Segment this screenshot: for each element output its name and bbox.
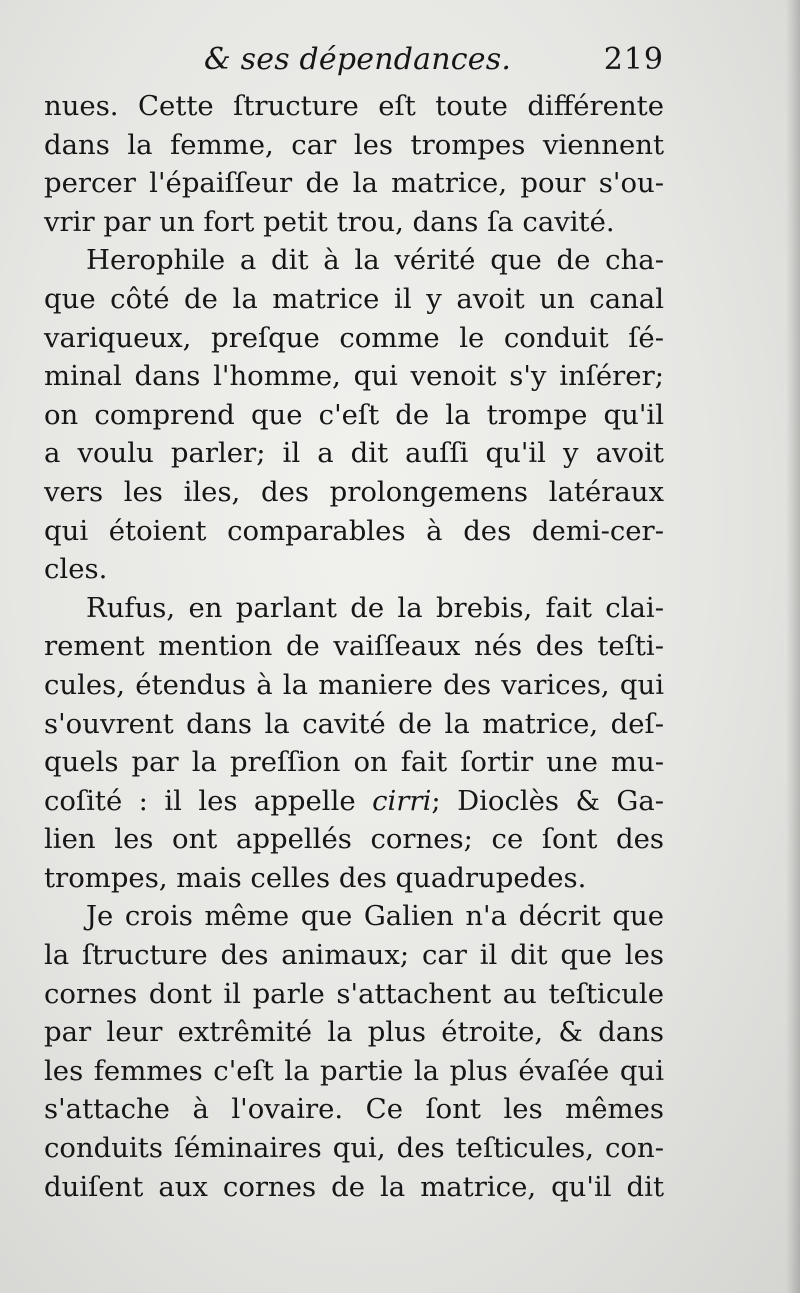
text-line-with-italic <box>44 782 664 821</box>
page-number: 219 <box>603 42 664 77</box>
text-line: rement mention de vaiſſeaux nés des teſti- <box>44 630 664 663</box>
text-line: s'attache à l'ovaire. Ce ſont les mêmes <box>44 1093 664 1126</box>
text-line: qui étoient comparables à des demi-cer- <box>44 514 664 547</box>
text-line: la ſtructure des animaux; car il dit que les <box>44 939 664 972</box>
text-line: duiſent aux cornes de la matrice, qu'il dit <box>44 1170 664 1203</box>
text-line: nues. Cette ſtructure eſt toute différente <box>44 90 664 122</box>
text-segment: ; Dioclès & Ga- <box>431 784 665 817</box>
text-line: les femmes c'eſt la partie la plus évaſée qui <box>44 1054 664 1087</box>
text-line: cles. <box>44 553 108 586</box>
text-line: par leur extrêmité la plus étroite, & dans <box>44 1016 664 1049</box>
text-line: a voulu parler; il a dit auſſi qu'il y avoit <box>44 437 664 470</box>
text-line: minal dans l'homme, qui venoit s'y inſérer; <box>44 360 664 393</box>
italic-term: cirri <box>372 784 432 817</box>
text-line: dans la femme, car les trompes viennent <box>44 128 664 161</box>
running-head: & ses dépendances. <box>204 42 512 77</box>
page-header <box>44 38 664 86</box>
text-line: trompes, mais celles des quadrupedes. <box>44 861 587 894</box>
text-line: lien les ont appellés cornes; ce ſont des <box>44 823 664 856</box>
text-line: percer l'épaiſſeur de la matrice, pour s'ou- <box>44 167 664 200</box>
text-line: vrir par un fort petit trou, dans ſa cavité. <box>44 205 615 238</box>
paragraph-start-line: Rufus, en parlant de la brebis, fait clai- <box>86 591 664 624</box>
page-edge-shadow <box>786 0 800 1293</box>
paragraph-start-line: Je crois même que Galien n'a décrit que <box>86 900 664 933</box>
text-segment: coſité : il les appelle <box>44 784 373 817</box>
text-line: cornes dont il parle s'attachent au teſticule <box>44 977 664 1010</box>
text-line: s'ouvrent dans la cavité de la matrice, deſ- <box>44 707 664 740</box>
text-line: que côté de la matrice il y avoit un canal <box>44 282 664 315</box>
text-line: vers les iles, des prolongemens latéraux <box>44 475 664 508</box>
paragraph-start-line: Herophile a dit à la vérité que de cha- <box>86 244 664 277</box>
text-line: on comprend que c'eſt de la trompe qu'il <box>44 398 664 431</box>
text-line: quels par la preſſion on fait ſortir une mu- <box>44 746 664 779</box>
body-text <box>44 87 664 1206</box>
text-line: variqueux, preſque comme le conduit ſé- <box>44 321 664 354</box>
text-line: cules, étendus à la maniere des varices, qui <box>44 668 664 701</box>
text-line: conduits ſéminaires qui, des teſticules, con- <box>44 1132 664 1165</box>
